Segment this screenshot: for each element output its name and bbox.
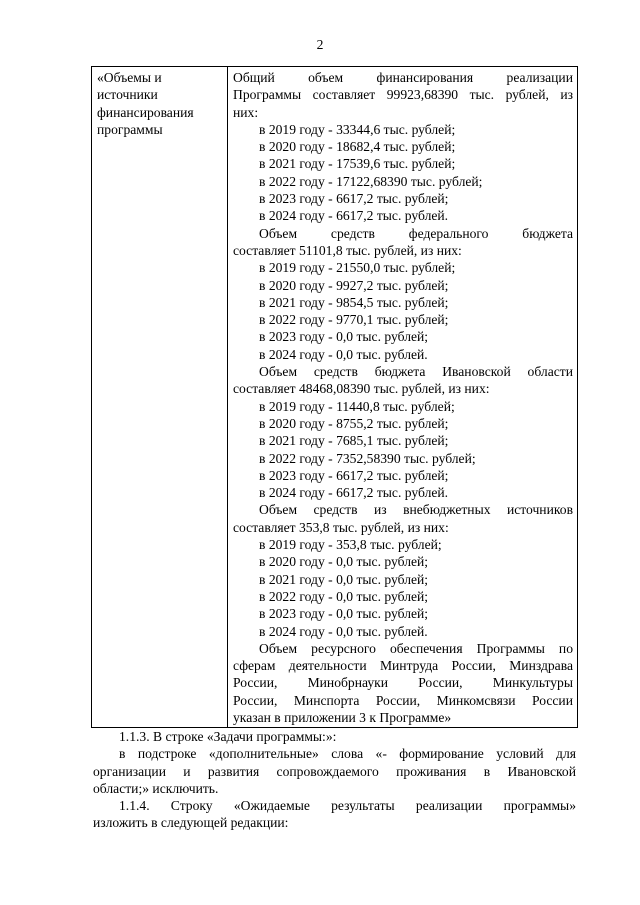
- regional-year-item: в 2020 году - 8755,2 тыс. рублей;: [259, 415, 449, 431]
- closing-line: сферам деятельности Минтруда России, Минздрава: [233, 658, 573, 674]
- extra-year-item: в 2023 году - 0,0 тыс. рублей;: [259, 606, 429, 622]
- extra-year-item: в 2019 году - 353,8 тыс. рублей;: [259, 537, 442, 553]
- paragraph-1-1-4: 1.1.4. Строку «Ожидаемые результаты реализации программы»: [119, 798, 576, 814]
- extra-intro-line: составляет 353,8 тыс. рублей, из них:: [233, 519, 449, 535]
- total-year-item: в 2023 году - 6617,2 тыс. рублей;: [259, 191, 449, 207]
- total-intro-line: них:: [233, 104, 259, 120]
- total-year-item: в 2020 году - 18682,4 тыс. рублей;: [259, 139, 456, 155]
- paragraph-1-1-3: 1.1.3. В строке «Задачи программы:»:: [119, 729, 337, 744]
- extra-year-item: в 2020 году - 0,0 тыс. рублей;: [259, 554, 429, 570]
- program-table: [91, 66, 578, 728]
- row-label-line: финансирования: [97, 104, 194, 120]
- extra-year-item: в 2024 году - 0,0 тыс. рублей.: [259, 623, 428, 639]
- regional-year-item: в 2023 году - 6617,2 тыс. рублей;: [259, 467, 449, 483]
- row-content-cell: [228, 67, 578, 728]
- federal-year-item: в 2024 году - 0,0 тыс. рублей.: [259, 346, 428, 362]
- extra-year-item: в 2022 году - 0,0 тыс. рублей;: [259, 588, 429, 604]
- federal-year-item: в 2019 году - 21550,0 тыс. рублей;: [259, 260, 456, 276]
- closing-line: указан в приложении 3 к Программе»: [233, 709, 452, 725]
- extra-intro-line: Объем средств из внебюджетных источников: [259, 502, 573, 518]
- total-year-item: в 2019 году - 33344,6 тыс. рублей;: [259, 121, 456, 137]
- total-year-item: в 2022 году - 17122,68390 тыс. рублей;: [259, 173, 483, 189]
- total-year-item: в 2024 году - 6617,2 тыс. рублей.: [259, 208, 449, 224]
- paragraph-line: области;» исключить.: [93, 780, 219, 796]
- regional-year-item: в 2024 году - 6617,2 тыс. рублей.: [259, 485, 449, 501]
- total-year-item: в 2021 году - 17539,6 тыс. рублей;: [259, 156, 456, 172]
- row-label-cell: [92, 67, 228, 728]
- amendments-text: [93, 728, 576, 832]
- closing-line: Объем ресурсного обеспечения Программы по: [259, 640, 573, 656]
- regional-year-item: в 2022 году - 7352,58390 тыс. рублей;: [259, 450, 476, 466]
- federal-year-item: в 2022 году - 9770,1 тыс. рублей;: [259, 312, 449, 328]
- total-intro-line: Общий объем финансирования реализации: [233, 70, 573, 85]
- closing-line: России, Минспорта России, Минкомсвязи России: [233, 692, 573, 708]
- row-label-line: программы: [97, 121, 163, 137]
- regional-intro-line: Объем средств бюджета Ивановской области: [259, 364, 573, 380]
- federal-year-item: в 2021 году - 9854,5 тыс. рублей;: [259, 294, 449, 310]
- regional-year-item: в 2019 году - 11440,8 тыс. рублей;: [259, 398, 455, 414]
- table-row: [92, 67, 578, 728]
- regional-year-item: в 2021 году - 7685,1 тыс. рублей;: [259, 433, 449, 449]
- federal-year-item: в 2020 году - 9927,2 тыс. рублей;: [259, 277, 449, 293]
- row-label-line: «Объемы и: [97, 70, 162, 85]
- federal-intro-line: составляет 51101,8 тыс. рублей, из них:: [233, 242, 462, 258]
- row-label-line: источники: [97, 87, 158, 103]
- page-number: 2: [316, 37, 324, 52]
- closing-line: России, Минобрнауки России, Минкультуры: [233, 675, 573, 691]
- federal-intro-line: Объем средств федерального бюджета: [259, 225, 573, 241]
- paragraph-line: изложить в следующей редакции:: [93, 815, 289, 831]
- federal-year-item: в 2023 году - 0,0 тыс. рублей;: [259, 329, 429, 345]
- extra-year-item: в 2021 году - 0,0 тыс. рублей;: [259, 571, 429, 587]
- paragraph-line: в подстроке «дополнительные» слова «- формирование условий для: [119, 746, 576, 762]
- regional-intro-line: составляет 48468,08390 тыс. рублей, из них:: [233, 381, 490, 397]
- total-intro-line: Программы составляет 99923,68390 тыс. рублей, из: [233, 87, 573, 103]
- paragraph-line: организации и развития сопровождаемого проживания в Ивановской: [93, 763, 576, 779]
